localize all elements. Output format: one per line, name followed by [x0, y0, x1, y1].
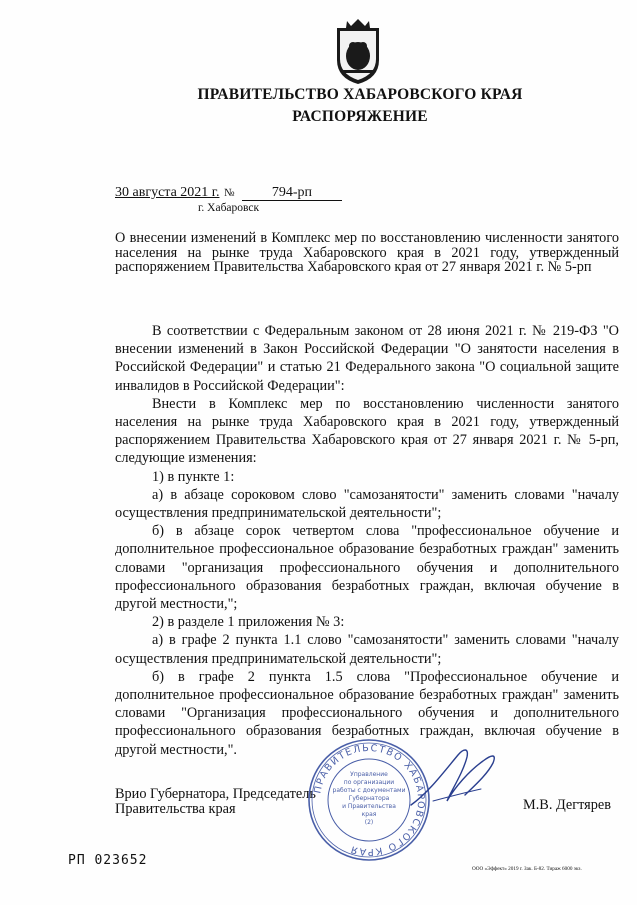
body-paragraph: 2) в разделе 1 приложения № 3: — [152, 614, 345, 631]
form-serial-number: РП 023652 — [68, 853, 148, 868]
signatory-position-line: Правительства края — [115, 801, 236, 817]
body-paragraph: В соответствии с Федеральным законом от 28 июня 2021 г. № 219-ФЗ "О внесении изменений в Закон Российской Федерации "О занятости населения в Российской Федерации" и статью 21 Федерального закона "О социальной защите инвалидов в Российской Федерации": — [115, 323, 619, 394]
stamp-line: работы с документами — [332, 787, 406, 794]
government-title: ПРАВИТЕЛЬСТВО ХАБАРОВСКОГО КРАЯ — [197, 86, 523, 103]
stamp-ring-text: ПРАВИТЕЛЬСТВО ХАБАРОВСКОГО КРАЯ — [312, 742, 427, 858]
document-date: 30 августа 2021 г. — [115, 185, 220, 200]
body-paragraph: б) в графе 2 пункта 1.5 слова "Профессиональное обучение и дополнительное профессиональное образование безработных граждан" заменить словами "Организация профессионального обучения и дополнительного профессионального образования безработных граждан, включая обучение в другой местности,". — [115, 668, 619, 758]
body-paragraph: а) в графе 2 пункта 1.1 слово "самозанятости" заменить словами "началу осуществления предпринимательской деятельности"; — [115, 632, 619, 667]
body-paragraph: Внести в Комплекс мер по восстановлению численности занятого населения на рынке труда Хабаровского края в 2021 году, утвержденный распоряжением Правительства Хабаровского края от 27 января 2021 г. № 5-рп, следующие изменения: — [115, 395, 619, 467]
document-body — [115, 322, 619, 759]
document-city: г. Хабаровск — [198, 202, 260, 214]
stamp-line: и Правительства — [342, 803, 396, 810]
body-paragraph: б) в абзаце сорок четвертом слова "профессиональное обучение и дополнительное профессиональное образование безработных граждан" заменить словами "организация профессионального обучения и дополнительного профессионального образования безработных граждан, включая обучение в другой местности,"; — [115, 523, 619, 613]
body-paragraph: а) в абзаце сороковом слово "самозанятости" заменить словами "началу осуществления предпринимательской деятельности"; — [115, 486, 619, 522]
signatory-name: М.В. Дегтярев — [523, 797, 611, 813]
stamp-line: края — [361, 811, 377, 818]
number-sign: № — [223, 187, 235, 199]
stamp-line: (2) — [364, 819, 374, 826]
stamp-line: по организации — [343, 779, 395, 786]
handwritten-signature — [403, 743, 503, 813]
coat-of-arms-icon — [332, 18, 384, 86]
document-type: РАСПОРЯЖЕНИЕ — [292, 108, 428, 125]
stamp-line: Управление — [350, 771, 388, 778]
date-number-line — [115, 185, 342, 201]
printer-imprint: ООО «Эффект» 2019 г. Зак. Б-82. Тираж 6000 экз. — [472, 866, 582, 872]
stamp-line: Губернатора — [348, 795, 390, 802]
document-number: 794-рп — [242, 186, 342, 201]
body-paragraph: 1) в пункте 1: — [152, 468, 235, 485]
signatory-position — [115, 787, 316, 817]
signatory-position-line: Врио Губернатора, Председатель — [115, 786, 316, 802]
document-subject: О внесении изменений в Комплекс мер по восстановлению численности занятого населения на рынке труда Хабаровского края в 2021 году, утвержденный распоряжением Правительства Хабаровского края от 27 января 2021 г. № 5-рп — [115, 230, 619, 275]
